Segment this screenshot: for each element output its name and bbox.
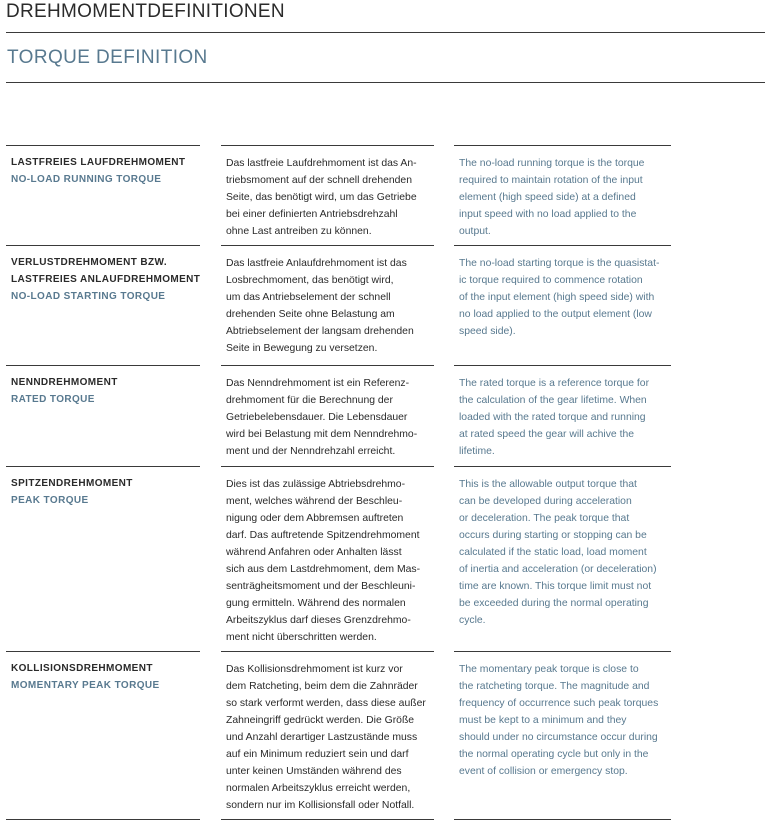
term-english: RATED TORQUE xyxy=(11,394,95,405)
term-english: NO-LOAD RUNNING TORQUE xyxy=(11,174,162,185)
table-bottom-divider xyxy=(221,819,434,820)
row-divider xyxy=(221,145,434,146)
row-divider xyxy=(454,466,671,467)
description-german: Dies ist das zulässige Abtriebsdrehmo- ment, welches während der Beschleu- nigung oder dem Abbremsen auftreten darf. Das auftretende Spitzendrehmoment während Anfahren oder Anhalten lässt sich aus dem Lastdrehmoment, dem Mas- senträgheitsmoment und der Beschleuni- gung ermitteln. Während des normalen Arbeitszyklus darf dieses Grenzdrehmo- ment nicht überschritten werden. xyxy=(226,479,421,643)
row-divider xyxy=(6,651,200,652)
term-english: PEAK TORQUE xyxy=(11,495,89,506)
description-english: The no-load running torque is the torque required to maintain rotation of the input element (high speed side) at a defined input speed with no load applied to the output. xyxy=(459,158,645,237)
table-bottom-divider xyxy=(6,819,200,820)
description-english: The rated torque is a reference torque for the calculation of the gear lifetime. When loaded with the rated torque and running at rated speed the gear will achive the lifetime. xyxy=(459,378,650,457)
heading-divider-top xyxy=(6,32,765,33)
term-german: NENNDREHMOMENT xyxy=(11,377,118,388)
term-cell xyxy=(11,475,211,509)
term-german: LASTFREIES LAUFDREHMOMENT xyxy=(11,157,186,168)
row-divider xyxy=(221,651,434,652)
term-cell xyxy=(11,154,211,188)
row-divider xyxy=(6,365,200,366)
description-english: This is the allowable output torque that can be developed during acceleration or deceleration. The peak torque that occurs during starting or stopping can be calculated if the static load, load moment of inertia and acceleration (or deceleration) time are known. This torque limit must not be exceeded during the normal operating cycle. xyxy=(459,479,657,626)
description-german: Das lastfreie Anlaufdrehmoment ist das Losbrechmoment, das benötigt wird, um das Antriebselement der schnell drehenden Seite ohne Belastung am Abtriebselement der langsam drehenden Seite in Bewegung zu versetzen. xyxy=(226,258,414,354)
row-divider xyxy=(221,245,434,246)
row-divider xyxy=(454,651,671,652)
row-divider xyxy=(221,365,434,366)
term-cell xyxy=(11,254,211,305)
description-german: Das lastfreie Laufdrehmoment ist das An- triebsmoment auf der schnell drehenden Seite, das benötigt wird, um das Getriebe bei einer definierten Antriebsdrehzahl ohne Last antreiben zu können. xyxy=(226,158,417,237)
row-divider xyxy=(6,145,200,146)
row-divider xyxy=(454,365,671,366)
term-cell xyxy=(11,374,211,408)
description-german: Das Kollisionsdrehmoment ist kurz vor dem Ratcheting, beim dem die Zahnräder so stark verformt werden, dass diese außer Zahneingriff gedrückt werden. Die Größe und Anzahl derartiger Lastzustände muss auf ein Minimum reduziert sein und darf unter keinen Umständen während des normalen Arbeitszyklus erreicht werden, sondern nur im Kollisionsfall oder Notfall. xyxy=(226,664,426,811)
term-english: MOMENTARY PEAK TORQUE xyxy=(11,680,160,691)
term-cell xyxy=(11,660,211,694)
term-german: VERLUSTDREHMOMENT BZW. xyxy=(11,257,168,268)
heading-divider-bottom xyxy=(6,82,765,83)
row-divider xyxy=(221,466,434,467)
description-english: The momentary peak torque is close to the ratcheting torque. The magnitude and frequency of occurrence such peak torques must be kept to a minimum and they should under no circumstance occur during the normal operating cycle but only in the event of collision or emergency stop. xyxy=(459,664,659,777)
term-german: KOLLISIONSDREHMOMENT xyxy=(11,663,153,674)
row-divider xyxy=(454,245,671,246)
row-divider xyxy=(6,245,200,246)
heading-german: DREHMOMENTDEFINITIONEN xyxy=(6,1,285,22)
term-english: NO-LOAD STARTING TORQUE xyxy=(11,291,166,302)
term-german: SPITZENDREHMOMENT xyxy=(11,478,133,489)
row-divider xyxy=(6,466,200,467)
description-english: The no-load starting torque is the quasistat- ic torque required to commence rotation of the input element (high speed side) with no load applied to the output element (low speed side). xyxy=(459,258,660,337)
description-german: Das Nenndrehmoment ist ein Referenz- drehmoment für die Berechnung der Getriebelebensdauer. Die Lebensdauer wird bei Belastung mit dem Nenndrehmo- ment und der Nenndrehzahl erreicht. xyxy=(226,378,418,457)
term-german-line-2: LASTFREIES ANLAUFDREHMOMENT xyxy=(11,274,201,285)
table-bottom-divider xyxy=(454,819,671,820)
heading-english: TORQUE DEFINITION xyxy=(7,47,208,68)
row-divider xyxy=(454,145,671,146)
